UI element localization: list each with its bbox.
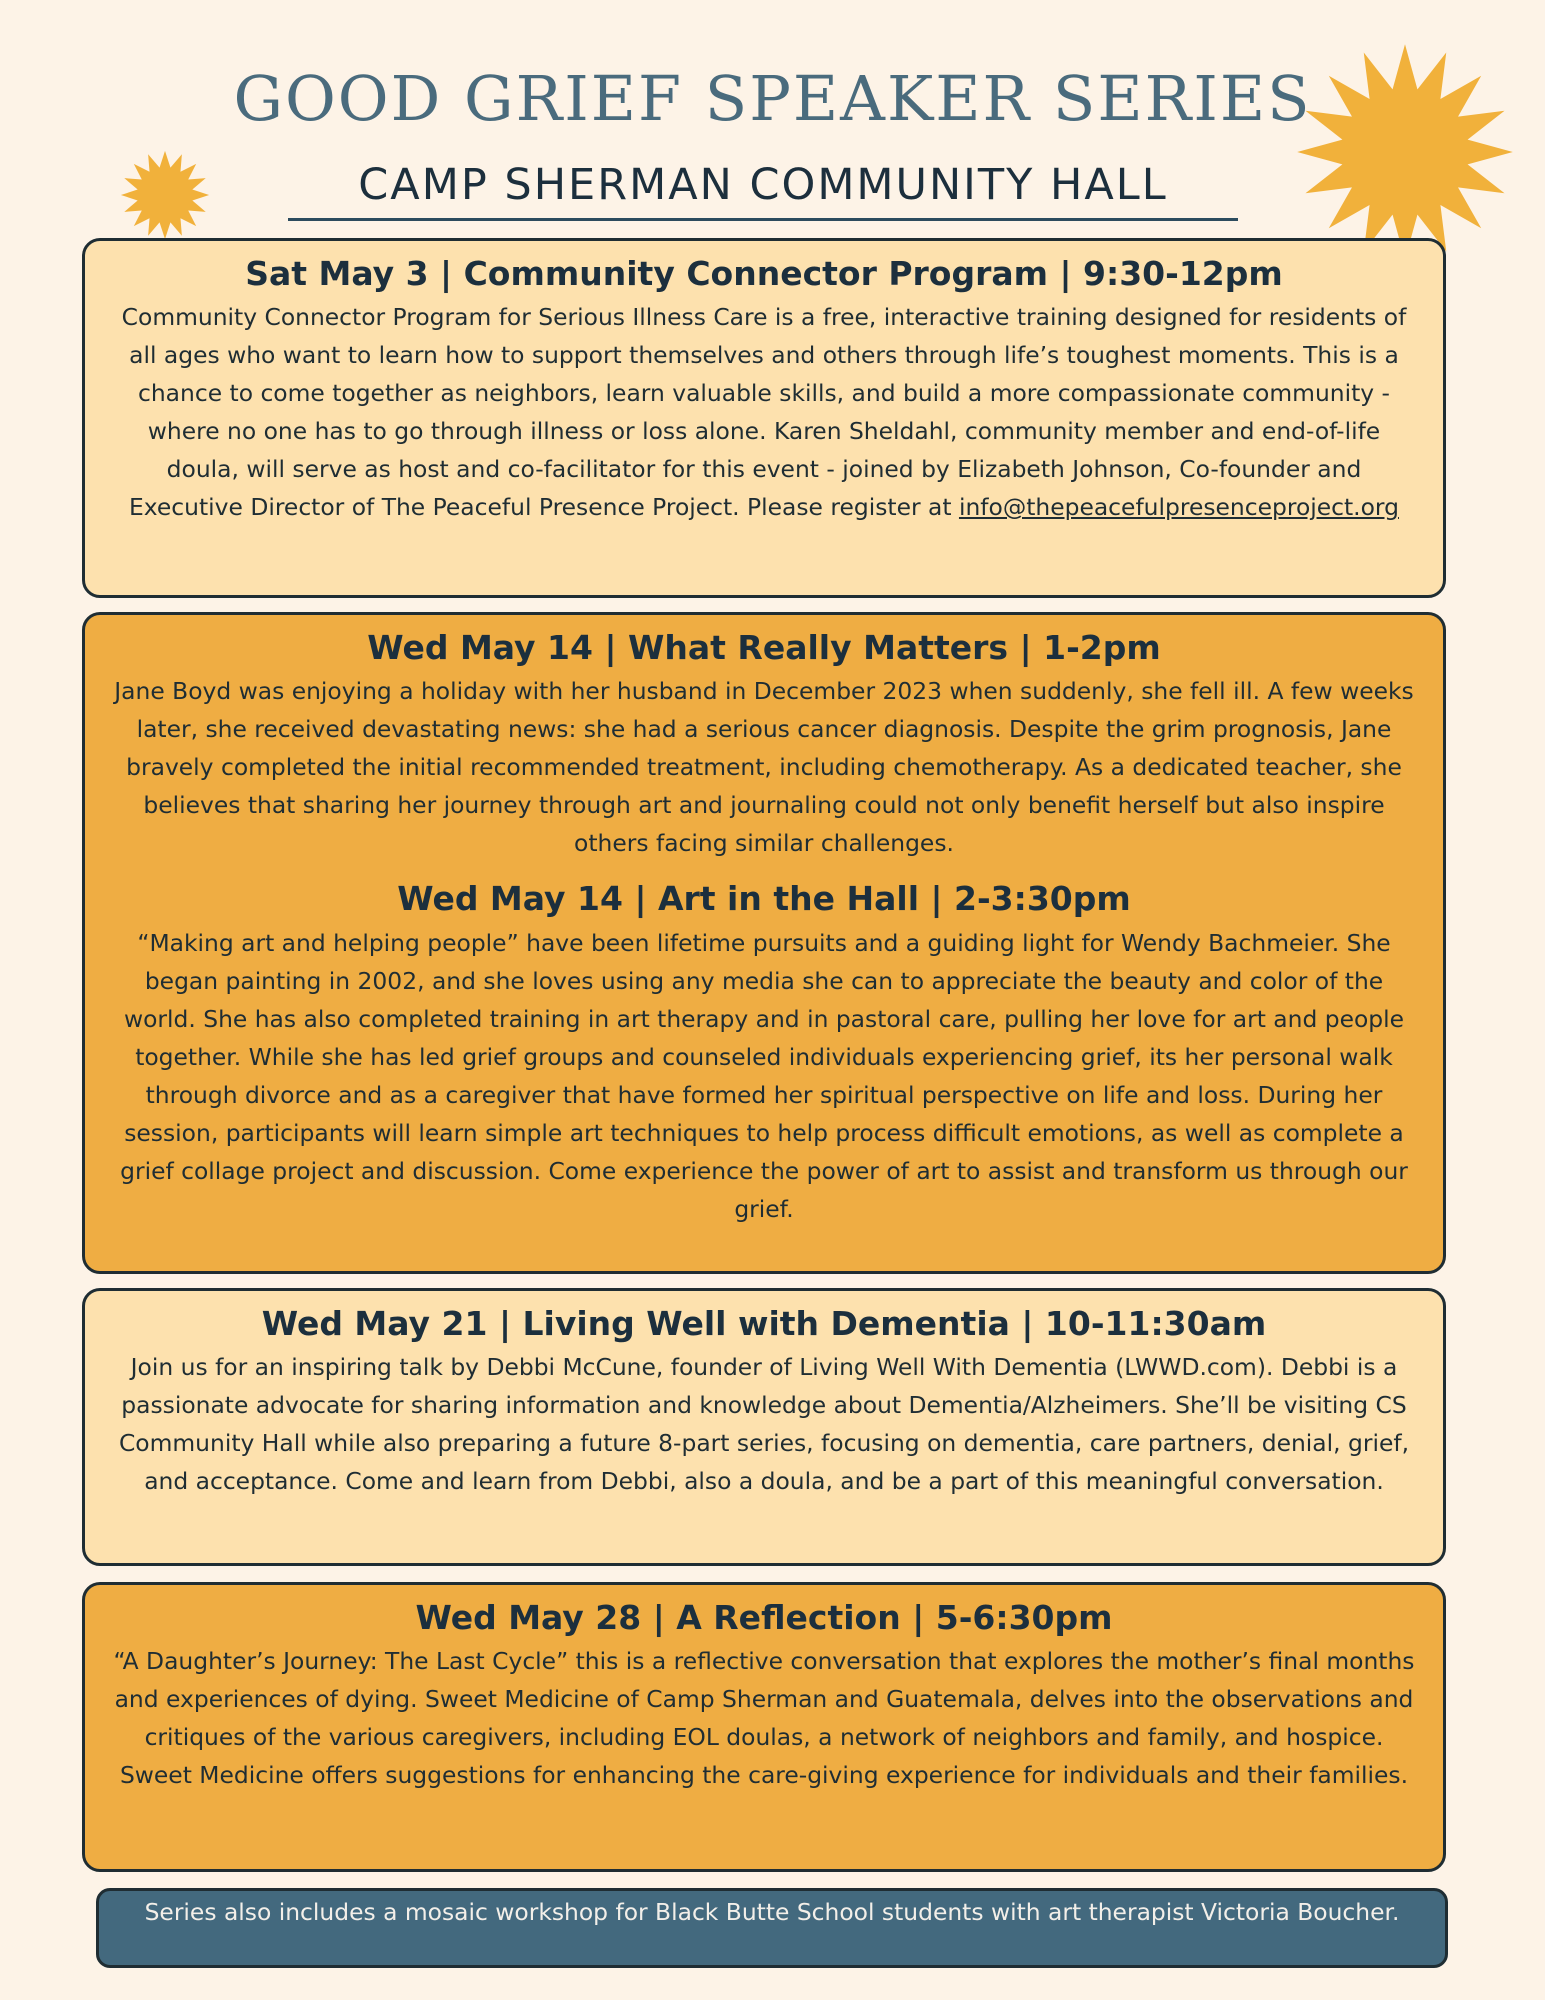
register-email-link[interactable]: info@thepeacefulpresenceproject.org	[958, 493, 1399, 522]
divider	[113, 862, 1415, 878]
event-heading: Wed May 21 | Living Well with Dementia | 10-11:30am	[261, 1304, 1267, 1343]
event-card-may-3	[82, 238, 1446, 598]
event-heading: Wed May 28 | A Reflection | 5-6:30pm	[415, 1598, 1113, 1637]
event-card-may-21	[82, 1288, 1446, 1566]
poster-header	[0, 0, 1545, 230]
event-heading: Wed May 14 | What Really Matters | 1-2pm	[367, 628, 1161, 667]
footer-note: Series also includes a mosaic workshop for Black Butte School students with art therapist Victoria Boucher.	[96, 1888, 1448, 1968]
event-description: “A Daughter’s Journey: The Last Cycle” this is a reflective conversation that explores the mother’s final months and experiences of dying. Sweet Medicine of Camp Sherman and Guatemala, delves into the observations and critiques of the various caregivers, including EOL doulas, a network of neighbors and family, and hospice. Sweet Medicine offers suggestions for enhancing the care-giving experience for individuals and their families.	[113, 1647, 1415, 1790]
venue-subtitle: CAMP SHERMAN COMMUNITY HALL	[288, 160, 1238, 221]
event-description: Jane Boyd was enjoying a holiday with her husband in December 2023 when suddenly, she fell ill. A few weeks later, she received devastating news: she had a serious cancer diagnosis. Despite the grim prognosis, Jane bravely completed the initial recommended treatment, including chemotherapy. As a dedicated teacher, she believes that sharing her journey through art and journaling could not only benefit herself but also inspire others facing similar challenges.	[114, 677, 1414, 858]
event-description: “Making art and helping people” have been lifetime pursuits and a guiding light for Wendy Bachmeier. She began painting in 2002, and she loves using any media she can to appreciate the beauty and color of the world. She has also completed training in art therapy and in pastoral care, pulling her love for art and people together. While she has led grief groups and counseled individuals experiencing grief, its her personal walk through divorce and as a caregiver that have formed her spiritual perspective on life and loss. During her session, participants will learn simple art techniques to help process difficult emotions, as well as complete a grief collage project and discussion. Come experience the power of art to assist and transform us through our grief.	[120, 928, 1408, 1223]
event-heading: Wed May 14 | Art in the Hall | 2-3:30pm	[397, 879, 1131, 919]
event-description: Join us for an inspiring talk by Debbi McCune, founder of Living Well With Dementia (LWWD.com). Debbi is a passionate advocate for sharing information and knowledge about Dementia/Alzheimers. She’ll be visiting CS Community Hall while also preparing a future 8-part series, focusing on dementia, care partners, denial, grief, and acceptance. Come and learn from Debbi, also a doula, and be a part of this meaningful conversation.	[118, 1353, 1410, 1496]
event-card-may-28	[82, 1582, 1446, 1872]
event-card-may-14	[82, 612, 1446, 1274]
event-description: Community Connector Program for Serious Illness Care is a free, interactive training designed for residents of all ages who want to learn how to support themselves and others through life’s toughest moments. This is a chance to come together as neighbors, learn valuable skills, and build a more compassionate community - where no one has to go through illness or loss alone. Karen Sheldahl, community member and end-of-life doula, will serve as host and co-facilitator for this event - joined by Elizabeth Johnson, Co-founder and Executive Director of The Peaceful Presence Project. Please register at info@thepeacefulpresenceproject.org	[121, 303, 1407, 522]
sun-icon	[120, 150, 210, 240]
event-heading: Sat May 3 | Community Connector Program | 9:30-12pm	[245, 254, 1283, 293]
page-title: GOOD GRIEF SPEAKER SERIES	[233, 62, 1312, 135]
